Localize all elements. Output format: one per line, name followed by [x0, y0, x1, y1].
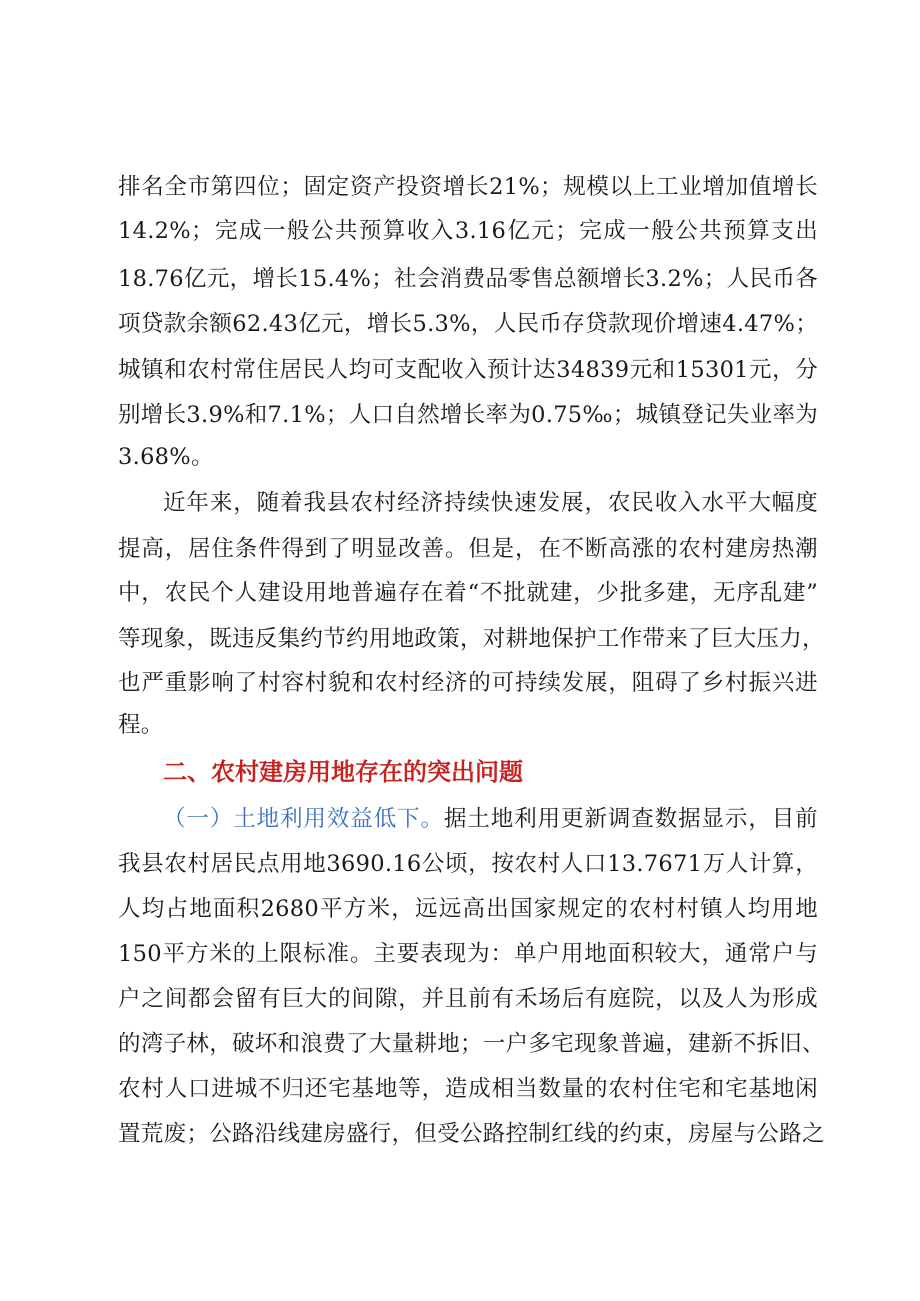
paragraph3-line-2: 我县农村居民点用地3690.16公顷，按农村人口13.7671万人计算， [118, 851, 818, 877]
paragraph2-line-2: 提高，居住条件得到了明显改善。但是，在不断高涨的农村建房热潮 [118, 536, 818, 562]
paragraph2-line-1: 近年来，随着我县农村经济持续快速发展，农民收入水平大幅度 [163, 490, 818, 516]
paragraph3-line-7: 农村人口进城不归还宅基地等，造成相当数量的农村住宅和宅基地闲 [118, 1076, 818, 1102]
paragraph1-line-2: 14.2%；完成一般公共预算收入3.16亿元；完成一般公共预算支出 [118, 218, 818, 244]
paragraph1-line-5: 城镇和农村常住居民人均可支配收入预计达34839元和15301元，分 [118, 357, 818, 383]
paragraph1-line-3: 18.76亿元，增长15.4%；社会消费品零售总额增长3.2%；人民币各 [118, 266, 818, 292]
paragraph3-line-6: 的湾子林，破坏和浪费了大量耕地；一户多宅现象普遍，建新不拆旧、 [118, 1031, 825, 1057]
paragraph3-line-5: 户之间都会留有巨大的间隙，并且前有禾场后有庭院，以及人为形成 [118, 986, 818, 1012]
section-heading: 二、农村建房用地存在的突出问题 [163, 758, 523, 786]
paragraph1-line-7: 3.68%。 [118, 444, 214, 470]
paragraph1-line-1: 排名全市第四位；固定资产投资增长21%；规模以上工业增加值增长 [118, 174, 818, 200]
paragraph1-line-4: 项贷款余额62.43亿元，增长5.3%，人民币存贷款现价增速4.47%； [118, 311, 818, 337]
paragraph3-line-4: 150平方米的上限标准。主要表现为：单户用地面积较大，通常户与 [118, 941, 818, 967]
paragraph2-line-3: 中，农民个人建设用地普遍存在着“不批就建，少批多建，无序乱建” [118, 580, 818, 606]
paragraph3-line-1 [163, 800, 818, 838]
paragraph3-line-8: 置荒废；公路沿线建房盛行，但受公路控制红线的约束，房屋与公路之 [118, 1121, 825, 1147]
subsection-heading: （一）土地利用效益低下。 [163, 806, 444, 832]
paragraph1-line-6: 别增长3.9%和7.1%；人口自然增长率为0.75‰；城镇登记失业率为 [118, 402, 819, 428]
paragraph2-line-4: 等现象，既违反集约节约用地政策，对耕地保护工作带来了巨大压力， [118, 626, 825, 652]
paragraph3-line-3: 人均占地面积2680平方米，远远高出国家规定的农村村镇人均用地 [118, 896, 818, 922]
paragraph3-line-1-text: 据土地利用更新调查数据显示，目前 [443, 806, 818, 832]
paragraph2-line-6: 程。 [118, 712, 164, 738]
paragraph2-line-5: 也严重影响了村容村貌和农村经济的可持续发展，阻碍了乡村振兴进 [118, 670, 818, 696]
